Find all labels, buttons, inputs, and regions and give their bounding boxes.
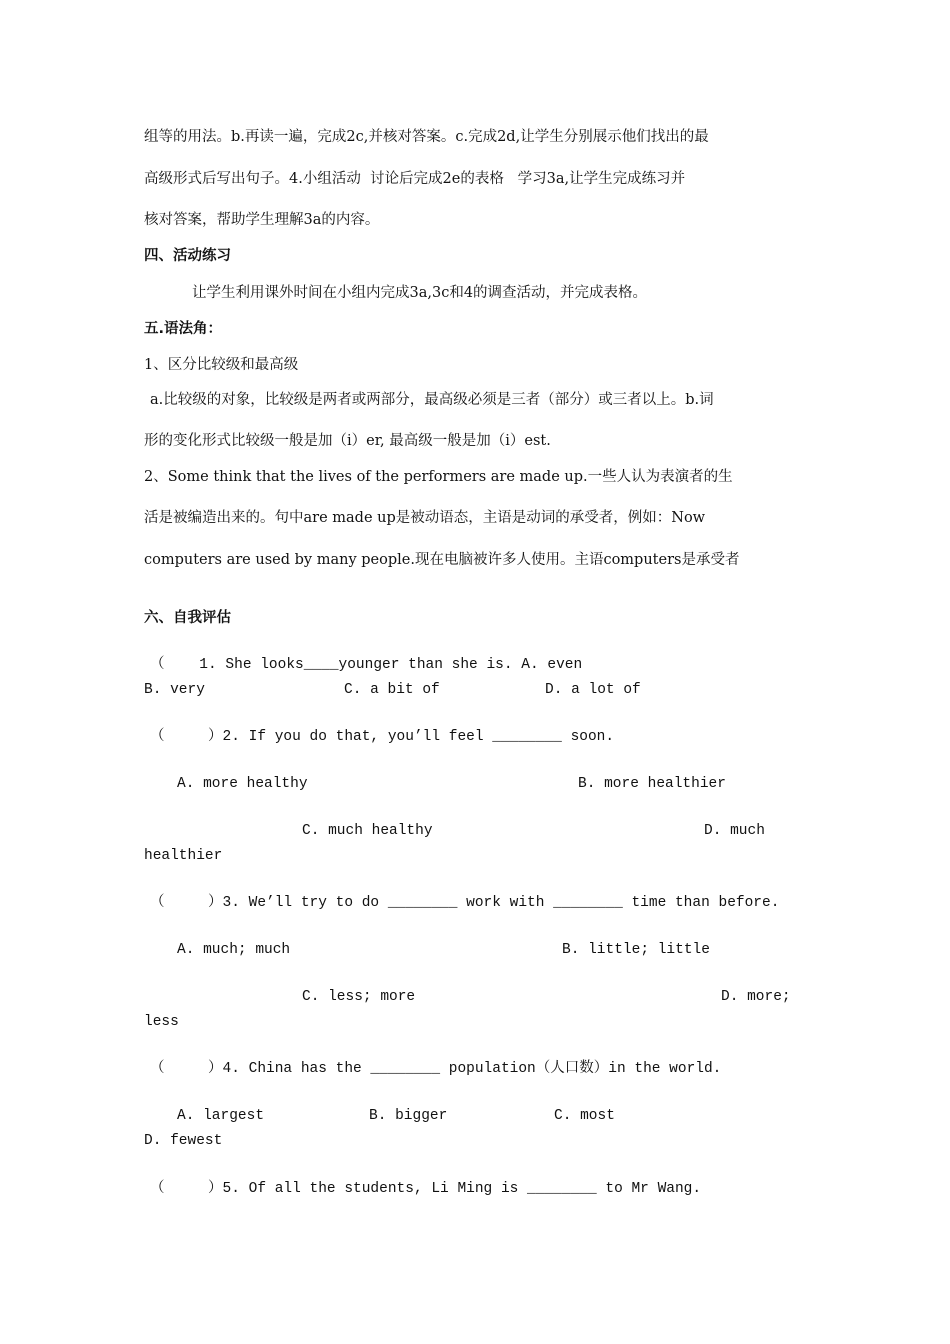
question-4-option-b: B. bigger (369, 1108, 448, 1124)
question-2-option-d-cont: healthier (144, 848, 223, 864)
question-3-stem: （ ）3. We’ll try to do ________ work with ________ time than before. (150, 895, 780, 911)
grammar-point-1-line-2: 形的变化形式比较级一般是加（i）er, 最高级一般是加（i）est. (144, 433, 551, 449)
question-2-stem: （ ）2. If you do that, you’ll feel ________ soon. (150, 729, 615, 745)
intro-line-3: 核对答案，帮助学生理解3a的内容。 (144, 212, 380, 228)
section-4-text: 让学生利用课外时间在小组内完成3a,3c和4的调查活动，并完成表格。 (192, 285, 648, 301)
question-3-option-c: C. less; more (302, 989, 416, 1005)
question-3-option-b: B. little; little (562, 942, 710, 958)
intro-line-2: 高级形式后写出句子。4.小组活动 讨论后完成2e的表格 学习3a,让学生完成练习并 (144, 171, 686, 187)
grammar-point-1-title: 1、区分比较级和最高级 (144, 357, 299, 373)
question-5-stem: （ ）5. Of all the students, Li Ming is ________ to Mr Wang. (150, 1181, 702, 1197)
question-1-option-b: B. very (144, 682, 205, 698)
section-5-title: 五.语法角： (144, 321, 223, 337)
grammar-point-2-line-3: computers are used by many people.现在电脑被许多人使用。主语computers是承受者 (144, 552, 740, 568)
question-3-option-a: A. much; much (177, 942, 291, 958)
question-1-stem: （ 1. She looks____younger than she is. A. even (150, 657, 583, 673)
section-6-title: 六、自我评估 (144, 610, 231, 626)
question-4-option-d: D. fewest (144, 1133, 223, 1149)
grammar-point-2-line-1: 2、Some think that the lives of the performers are made up.一些人认为表演者的生 (144, 469, 733, 485)
question-1-option-c: C. a bit of (344, 682, 440, 698)
question-1-option-d: D. a lot of (545, 682, 641, 698)
intro-line-1: 组等的用法。b.再读一遍，完成2c,并核对答案。c.完成2d,让学生分别展示他们找出的最 (144, 129, 709, 145)
section-4-title: 四、活动练习 (144, 248, 231, 264)
grammar-point-1-line-1: a.比较级的对象，比较级是两者或两部分，最高级必须是三者（部分）或三者以上。b.词 (150, 392, 714, 408)
question-3-option-d-cont: less (144, 1014, 179, 1030)
grammar-point-2-line-2: 活是被编造出来的。句中are made up是被动语态，主语是动词的承受者，例如：Now (144, 510, 706, 526)
question-4-option-a: A. largest (177, 1108, 265, 1124)
question-2-option-b: B. more healthier (578, 776, 726, 792)
question-2-option-d: D. much (704, 823, 765, 839)
question-2-option-a: A. more healthy (177, 776, 308, 792)
question-4-option-c: C. most (554, 1108, 615, 1124)
question-2-option-c: C. much healthy (302, 823, 433, 839)
question-3-option-d: D. more; (721, 989, 791, 1005)
question-4-stem: （ ）4. China has the ________ population（人口数）in the world. (150, 1061, 722, 1077)
